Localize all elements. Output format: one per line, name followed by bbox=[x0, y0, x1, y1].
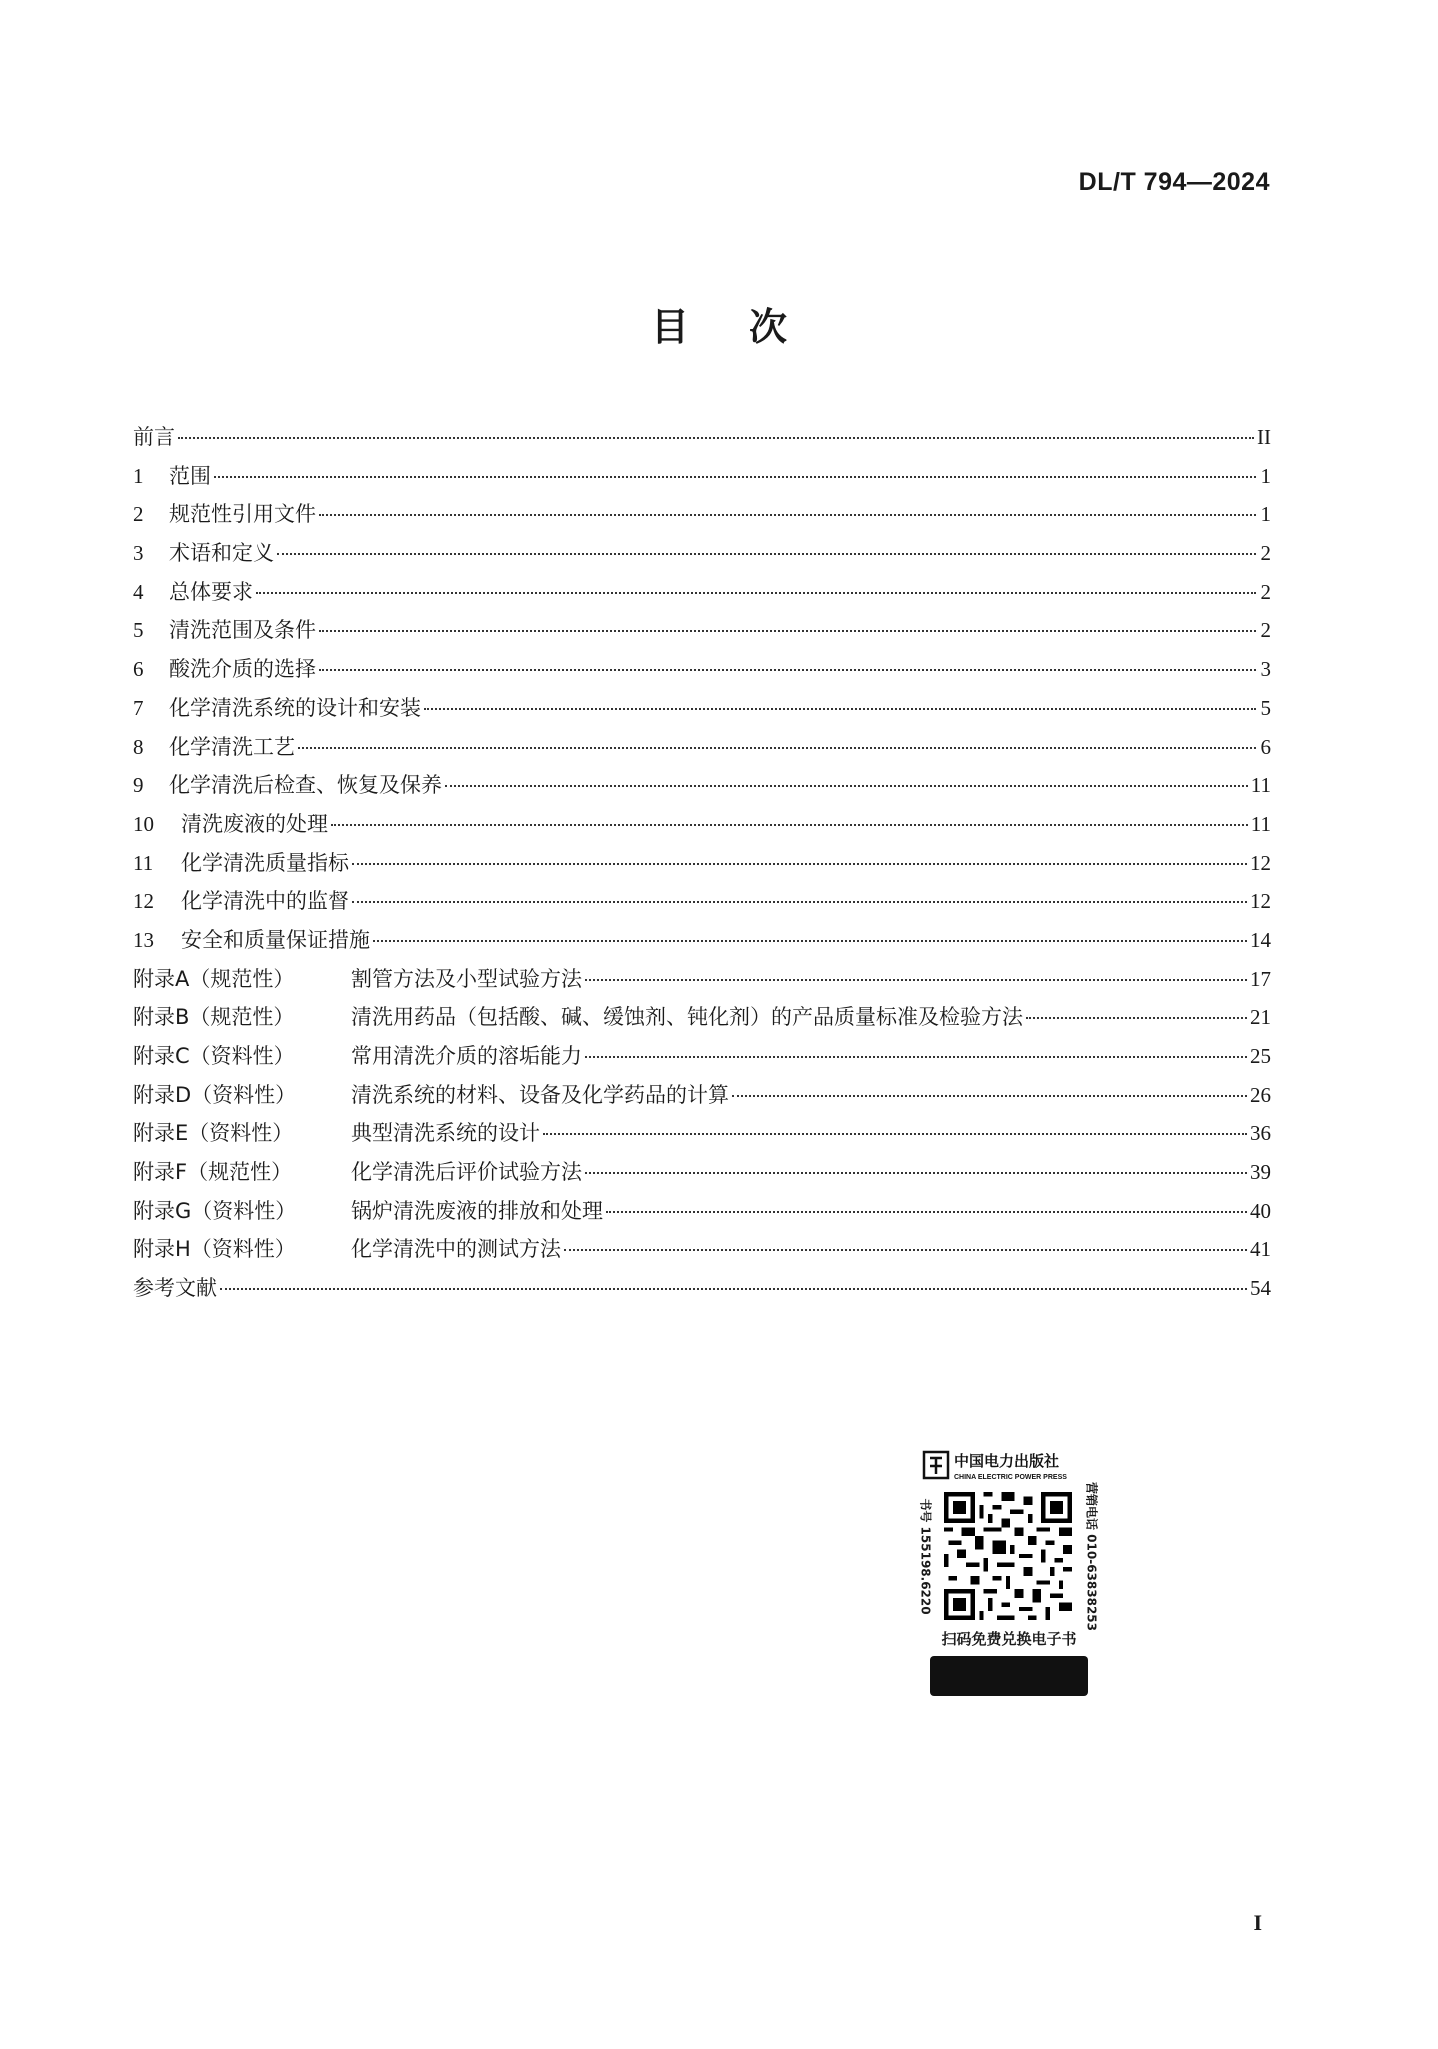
toc-appendix-entry[interactable] bbox=[133, 1076, 1271, 1115]
toc-label: 清洗用药品（包括酸、碱、缓蚀剂、钝化剂）的产品质量标准及检验方法 bbox=[351, 1005, 1023, 1030]
page-title: 目次 bbox=[650, 305, 847, 349]
toc-label: 范围 bbox=[169, 463, 211, 488]
book-number: 书号 155198.6220 bbox=[918, 1498, 933, 1615]
appendix-type: 附录A（规范性） bbox=[133, 966, 295, 991]
toc-leader bbox=[352, 901, 1247, 903]
toc-page: 54 bbox=[1250, 1276, 1271, 1301]
document-code: DL/T 794—2024 bbox=[1078, 168, 1270, 196]
toc-number: 4 bbox=[133, 579, 144, 604]
toc-entry[interactable] bbox=[133, 805, 1271, 844]
toc-page: 2 bbox=[1260, 541, 1271, 566]
toc-leader bbox=[319, 669, 1256, 671]
toc-label: 化学清洗后检查、恢复及保养 bbox=[169, 773, 442, 798]
marketing-phone: 营销电话 010-63838253 bbox=[1084, 1481, 1099, 1631]
toc-label: 化学清洗质量指标 bbox=[181, 850, 349, 875]
toc-label: 清洗废液的处理 bbox=[181, 811, 328, 836]
toc-number: 6 bbox=[133, 657, 144, 682]
toc-label: 化学清洗系统的设计和安装 bbox=[169, 695, 421, 720]
toc-leader bbox=[1026, 1017, 1247, 1019]
publisher-name-cn: 中国电力出版社 bbox=[954, 1452, 1060, 1470]
toc-leader bbox=[732, 1095, 1247, 1097]
appendix-type: 附录E（资料性） bbox=[133, 1121, 294, 1146]
publisher-logo bbox=[922, 1448, 1100, 1484]
appendix-type: 附录H（资料性） bbox=[133, 1237, 296, 1262]
toc-page: 11 bbox=[1250, 811, 1271, 836]
appendix-type: 附录G（资料性） bbox=[133, 1198, 297, 1223]
toc-appendix-entry[interactable] bbox=[133, 1153, 1271, 1192]
toc-entry-references[interactable] bbox=[133, 1269, 1271, 1308]
toc-entry-foreword[interactable] bbox=[133, 418, 1271, 457]
toc-entry[interactable] bbox=[133, 921, 1271, 960]
toc-entry[interactable] bbox=[133, 534, 1271, 573]
appendix-type: 附录B（规范性） bbox=[133, 1005, 295, 1030]
toc-appendix-entry[interactable] bbox=[133, 960, 1271, 999]
toc-leader bbox=[543, 1133, 1247, 1135]
toc-number: 5 bbox=[133, 618, 144, 643]
toc-page: 40 bbox=[1250, 1198, 1271, 1223]
toc-label: 锅炉清洗废液的排放和处理 bbox=[351, 1198, 603, 1223]
appendix-type: 附录C（资料性） bbox=[133, 1044, 295, 1068]
toc-entry[interactable] bbox=[133, 611, 1271, 650]
redacted-code-label bbox=[930, 1656, 1088, 1696]
toc-leader bbox=[585, 1172, 1247, 1174]
toc-label: 总体要求 bbox=[169, 579, 253, 604]
toc-number: 3 bbox=[133, 541, 144, 566]
toc-leader bbox=[277, 553, 1256, 555]
toc-number: 11 bbox=[133, 850, 154, 875]
toc-entry[interactable] bbox=[133, 495, 1271, 534]
toc-page: 12 bbox=[1250, 889, 1271, 914]
toc-page: 6 bbox=[1260, 734, 1271, 759]
toc-label: 酸洗介质的选择 bbox=[169, 657, 316, 682]
toc-label: 清洗范围及条件 bbox=[169, 618, 316, 643]
toc-page: 21 bbox=[1250, 1005, 1271, 1030]
toc-page: 26 bbox=[1250, 1082, 1271, 1107]
toc-page: II bbox=[1257, 425, 1271, 449]
toc-page: 11 bbox=[1250, 773, 1271, 798]
toc-number: 12 bbox=[133, 889, 154, 914]
toc-entry[interactable] bbox=[133, 882, 1271, 921]
toc-leader bbox=[319, 514, 1256, 516]
toc-page: 39 bbox=[1250, 1160, 1271, 1185]
toc-leader bbox=[331, 824, 1248, 826]
toc-page: 25 bbox=[1250, 1044, 1271, 1068]
toc-label: 化学清洗后评价试验方法 bbox=[351, 1160, 582, 1185]
toc-leader bbox=[564, 1249, 1247, 1251]
toc-label: 清洗系统的材料、设备及化学药品的计算 bbox=[351, 1082, 729, 1107]
toc-label: 割管方法及小型试验方法 bbox=[351, 966, 582, 991]
toc-entry[interactable] bbox=[133, 650, 1271, 689]
toc-leader bbox=[178, 437, 1254, 439]
publisher-block bbox=[920, 1448, 1098, 1718]
toc-leader bbox=[373, 940, 1247, 942]
toc-leader bbox=[319, 630, 1256, 632]
toc-label: 常用清洗介质的溶垢能力 bbox=[351, 1044, 582, 1068]
appendix-type: 附录F（规范性） bbox=[133, 1160, 293, 1185]
toc-leader bbox=[445, 785, 1248, 787]
scan-instruction: 扫码免费兑换电子书 bbox=[941, 1630, 1077, 1648]
toc-label: 规范性引用文件 bbox=[169, 502, 316, 527]
toc-label: 化学清洗中的监督 bbox=[181, 889, 349, 914]
toc-label: 前言 bbox=[133, 425, 175, 449]
toc-entry[interactable] bbox=[133, 689, 1271, 728]
toc-leader bbox=[606, 1211, 1247, 1213]
table-of-contents bbox=[133, 418, 1271, 1308]
toc-leader bbox=[256, 592, 1256, 594]
toc-leader bbox=[214, 476, 1256, 478]
toc-appendix-entry[interactable] bbox=[133, 1230, 1271, 1269]
toc-leader bbox=[352, 863, 1247, 865]
toc-label: 典型清洗系统的设计 bbox=[351, 1121, 540, 1146]
page-number: I bbox=[1253, 1910, 1262, 1935]
toc-page: 2 bbox=[1260, 618, 1271, 643]
toc-number: 13 bbox=[133, 927, 154, 952]
toc-number: 8 bbox=[133, 734, 144, 759]
toc-number: 7 bbox=[133, 695, 144, 720]
toc-page: 36 bbox=[1250, 1121, 1271, 1146]
toc-page: 12 bbox=[1250, 850, 1271, 875]
toc-leader bbox=[585, 979, 1247, 981]
toc-appendix-entry[interactable] bbox=[133, 1192, 1271, 1231]
toc-entry[interactable] bbox=[133, 844, 1271, 883]
toc-entry[interactable] bbox=[133, 766, 1271, 805]
toc-page: 2 bbox=[1260, 579, 1271, 604]
toc-page: 17 bbox=[1250, 966, 1271, 991]
toc-leader bbox=[585, 1056, 1247, 1058]
toc-number: 10 bbox=[133, 811, 154, 836]
toc-appendix-entry[interactable] bbox=[133, 1037, 1271, 1076]
toc-entry[interactable] bbox=[133, 573, 1271, 612]
qr-code[interactable] bbox=[944, 1492, 1072, 1620]
toc-page: 1 bbox=[1260, 463, 1271, 488]
toc-label: 参考文献 bbox=[133, 1276, 217, 1301]
toc-leader bbox=[220, 1288, 1247, 1290]
toc-leader bbox=[298, 747, 1256, 749]
toc-appendix-entry[interactable] bbox=[133, 1114, 1271, 1153]
toc-page: 1 bbox=[1260, 502, 1271, 527]
toc-label: 术语和定义 bbox=[169, 541, 274, 566]
appendix-type: 附录D（资料性） bbox=[133, 1082, 297, 1107]
toc-entry[interactable] bbox=[133, 728, 1271, 767]
toc-appendix-entry[interactable] bbox=[133, 998, 1271, 1037]
toc-number: 2 bbox=[133, 502, 144, 527]
toc-number: 1 bbox=[133, 463, 144, 488]
toc-page: 3 bbox=[1260, 657, 1271, 682]
publisher-name-en: CHINA ELECTRIC POWER PRESS bbox=[954, 1474, 1067, 1481]
toc-leader bbox=[424, 708, 1256, 710]
toc-entry[interactable] bbox=[133, 457, 1271, 496]
toc-page: 41 bbox=[1250, 1237, 1271, 1262]
toc-number: 9 bbox=[133, 773, 144, 798]
toc-page: 14 bbox=[1250, 927, 1271, 952]
toc-label: 安全和质量保证措施 bbox=[181, 927, 370, 952]
toc-label: 化学清洗工艺 bbox=[169, 734, 295, 759]
toc-label: 化学清洗中的测试方法 bbox=[351, 1237, 561, 1262]
toc-page: 5 bbox=[1260, 695, 1271, 720]
